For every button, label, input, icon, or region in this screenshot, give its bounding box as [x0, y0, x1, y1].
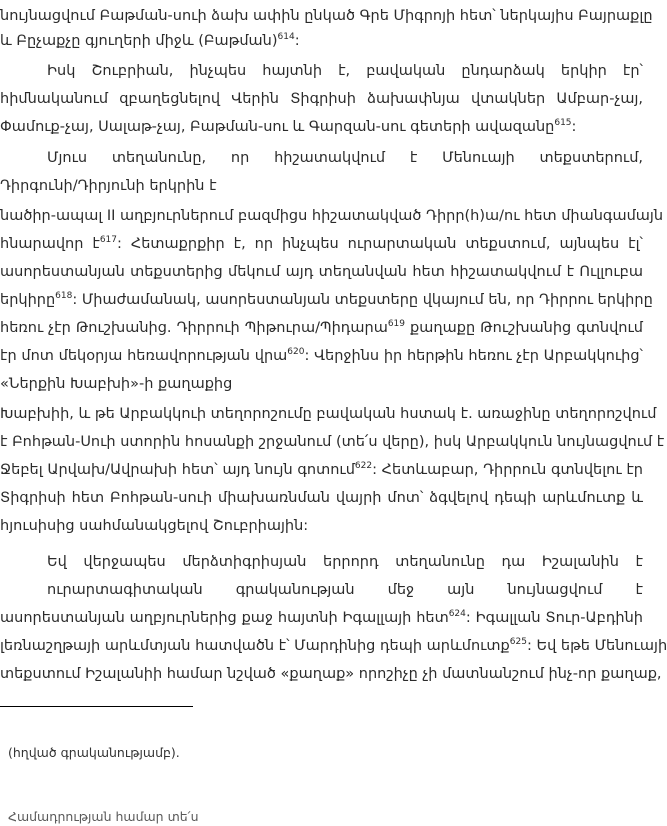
text-line: հիմնականում զբաղեցնելով Վերին Տիգրիսի ձախափնյա վտակներ Ամբար-չայ,	[0, 91, 643, 107]
text-line: Ջեբել Արվախ/Ավրախի հետ՝ այդ նույն գոտում$^{622}$: Հետևաբար, Դիրրուն գտնվելու էր	[0, 461, 643, 478]
footnote-ref[interactable]: 622	[354, 461, 373, 472]
text-line: լեռնաշղթայի արևմտյան հատվածն է՝ Մարդինից դեպի արևմուտք$^{625}$: Եվ եթե Մենուայի	[0, 637, 667, 654]
footnote-ref[interactable]: 618	[55, 291, 73, 302]
footnote-ref[interactable]: 624	[448, 609, 466, 620]
text-line: հեռու չէր Թուշխանից. Դիրրուի Պիթուրա/Պիդարա$^{619}$ քաղաքը Թուշխանից գտնվում	[0, 319, 643, 336]
footnote-ref[interactable]: 615	[554, 118, 572, 129]
text-line: ուրարտագիտական գրականության մեջ այն նույնացվում է	[47, 582, 643, 598]
text-line: նածիր-ապալ II աղբյուրներում բազմիցս հիշատակված Դիրր(հ)ա/ու հետ միանգամայն	[0, 208, 664, 224]
footnote-ref[interactable]: 620	[287, 347, 305, 358]
text-line: «Ներքին Խաբխի»-ի քաղաքից	[0, 376, 233, 392]
text-line: Տիգրիսի հետ Բոհթան-սուի միախառնման վայրի մոտ՝ ձգվելով դեպի արևմուտք և	[0, 490, 643, 506]
text-line: Եվ վերջապես մերձտիգրիսյան երրորդ տեղանունը դա Իշալանին է	[47, 554, 643, 570]
footnote-separator	[0, 706, 193, 707]
text-line: հյուսիսից սահմանակցելով Շուբրիային:	[0, 518, 309, 534]
text-line: Դիրգունի/Դիրյունի երկրին է	[0, 178, 217, 194]
text-line: է Բոհթան-Սուի ստորին հոսանքի շրջանում (տե՛ս վերը), իսկ Արբակկուն նույնացվում է	[0, 434, 665, 450]
footnote-ref[interactable]: 619	[387, 319, 406, 330]
footnote-text: (հղված գրականությամբ).	[8, 745, 180, 760]
footnote-text: Համադրության համար տե՛ս	[8, 809, 199, 824]
text-line: ասորեստանյան աղբյուրներից քաջ հայտնի Իգալլայի հետ$^{624}$: Իգալլան Տուր-Աբդինի	[0, 609, 643, 626]
footnote-ref[interactable]: 614	[277, 32, 295, 43]
text-line: էր մոտ մեկօրյա հեռավորության վրա$^{620}$: Վերջինս իր հերթին հեռու չէր Արբակկուից՝	[0, 347, 643, 364]
text-line: և Բըչաքչը գյուղերի միջև (Բաթման)$^{614}$:	[0, 32, 300, 49]
text-line: տեքստում Իշալանիի համար նշված «քաղաք» որոշիչը չի մատնանշում ինչ-որ քաղաք,	[0, 666, 662, 682]
text-line: հնարավոր է$^{617}$: Հետաքրքիր է, որ ինչպես ուրարտական տեքստում, այնպես էլ՝	[0, 235, 644, 252]
footnote-ref[interactable]: 625	[509, 637, 527, 648]
text-line: Մյուս տեղանունը, որ հիշատակվում է Մենուայի տեքստերում,	[47, 150, 643, 166]
text-line: երկիրը$^{618}$: Միաժամանակ, ասորեստանյան տեքստերը վկայում են, որ Դիրրու երկիրը	[0, 291, 653, 308]
footnote-ref[interactable]: 617	[99, 235, 117, 246]
text-line: Խաբխիի, և թե Արբակկուի տեղորոշումը բավական հստակ է. առաջինը տեղորոշվում	[0, 406, 657, 422]
text-line: Փամուք-չայ, Սալաթ-չայ, Բաթման-սու և Գարզան-սու գետերի ավազանը$^{615}$:	[0, 118, 577, 135]
text-line: նույնացվում Բաթման-սուի ձախ ափին ընկած Գրե Միգրոյի հետ՝ ներկայիս Բայրաքլը	[0, 8, 653, 24]
text-line: ասորեստանյան տեքստերից մեկում այդ տեղանվան հետ հիշատակվում է Ուլլուբա	[0, 264, 643, 280]
text-line: Իսկ Շուբրիան, ինչպես հայտնի է, բավական ընդարձակ երկիր էր՝	[47, 63, 643, 79]
